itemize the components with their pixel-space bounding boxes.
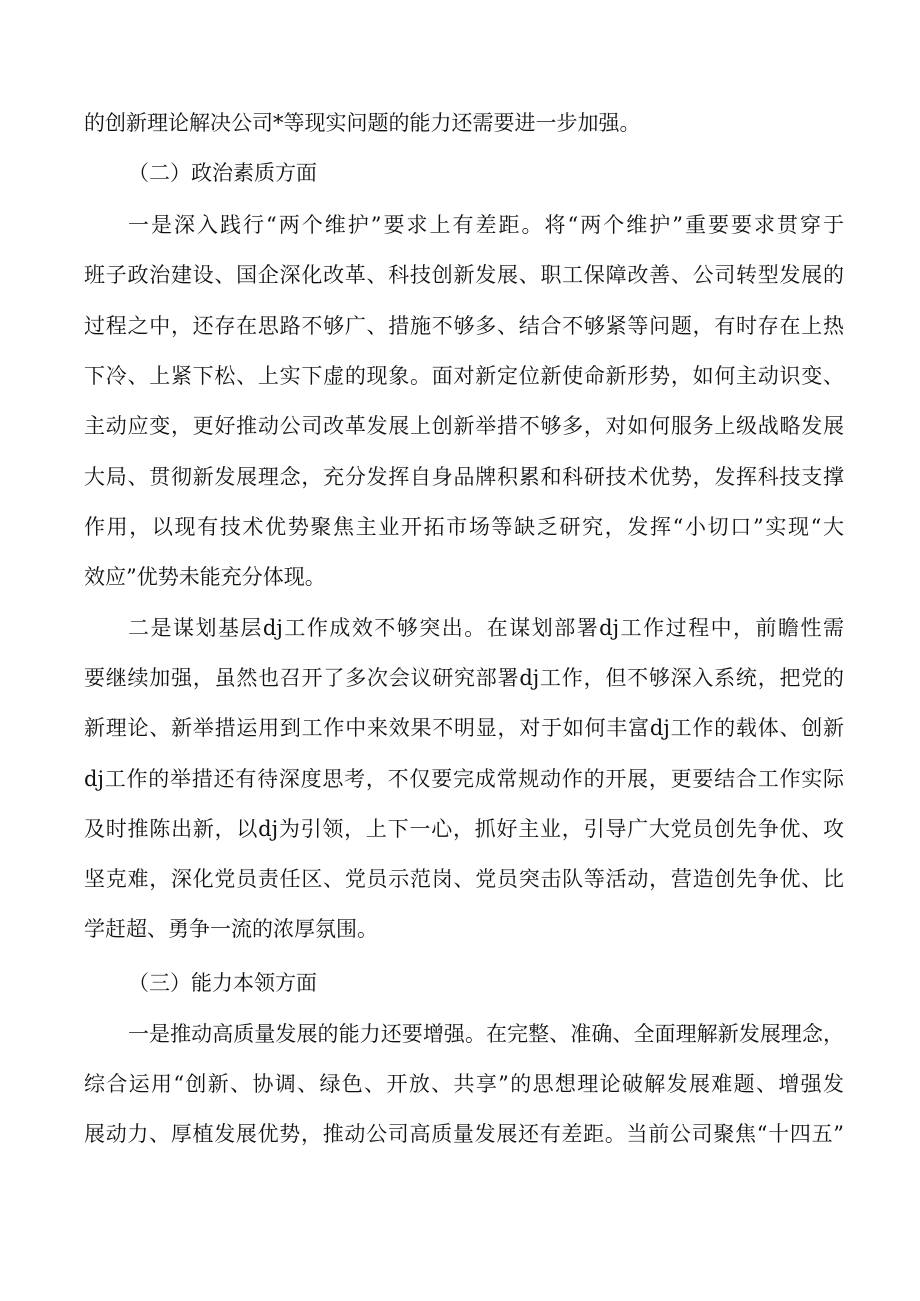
text-line-9: 作用，以现有技术优势聚焦主业开拓市场等缺乏研究，发挥“小切口”实现“大 — [84, 515, 844, 539]
text-line-20: 综合运用“创新、协调、绿色、开放、共享”的思想理论破解发展难题、增强发 — [84, 1072, 844, 1096]
text-line-10: 效应”优势未能充分体现。 — [84, 565, 326, 589]
section-heading-political-quality: （二）政治素质方面 — [128, 161, 317, 185]
text-line-12: 要继续加强，虽然也召开了多次会议研究部署dj工作，但不够深入系统，把党的 — [84, 666, 844, 690]
text-line-1: 的创新理论解决公司*等现实问题的能力还需要进一步加强。 — [84, 111, 641, 135]
text-line-6: 下冷、上紧下松、上实下虚的现象。面对新定位新使命新形势，如何主动识变、 — [84, 364, 844, 388]
text-line-14: dj工作的举措还有待深度思考，不仅要完成常规动作的开展，更要结合工作实际 — [84, 767, 844, 791]
text-line-17: 学赶超、勇争一流的浓厚氛围。 — [84, 917, 378, 941]
text-line-4: 班子政治建设、国企深化改革、科技创新发展、职工保障改善、公司转型发展的 — [84, 263, 844, 287]
section-heading-capability: （三）能力本领方面 — [128, 971, 317, 995]
text-line-7: 主动应变，更好推动公司改革发展上创新举措不够多，对如何服务上级战略发展 — [84, 414, 844, 438]
text-line-16: 坚克难，深化党员责任区、党员示范岗、党员突击队等活动，营造创先争优、比 — [84, 867, 844, 891]
text-line-19: 一是推动高质量发展的能力还要增强。在完整、准确、全面理解新发展理念， — [128, 1022, 844, 1046]
text-line-15: 及时推陈出新，以dj为引领，上下一心，抓好主业，引导广大党员创先争优、攻 — [84, 817, 844, 841]
text-line-13: 新理论、新举措运用到工作中来效果不明显，对于如何丰富dj工作的载体、创新 — [84, 716, 844, 740]
text-line-21: 展动力、厚植发展优势，推动公司高质量发展还有差距。当前公司聚焦“十四五” — [84, 1122, 844, 1146]
text-line-5: 过程之中，还存在思路不够广、措施不够多、结合不够紧等问题，有时存在上热 — [84, 314, 844, 338]
text-line-8: 大局、贯彻新发展理念，充分发挥自身品牌积累和科研技术优势，发挥科技支撑 — [84, 465, 844, 489]
text-line-3: 一是深入践行“两个维护”要求上有差距。将“两个维护”重要要求贯穿于 — [128, 213, 844, 237]
text-line-11: 二是谋划基层dj工作成效不够突出。在谋划部署dj工作过程中，前瞻性需 — [128, 616, 844, 640]
